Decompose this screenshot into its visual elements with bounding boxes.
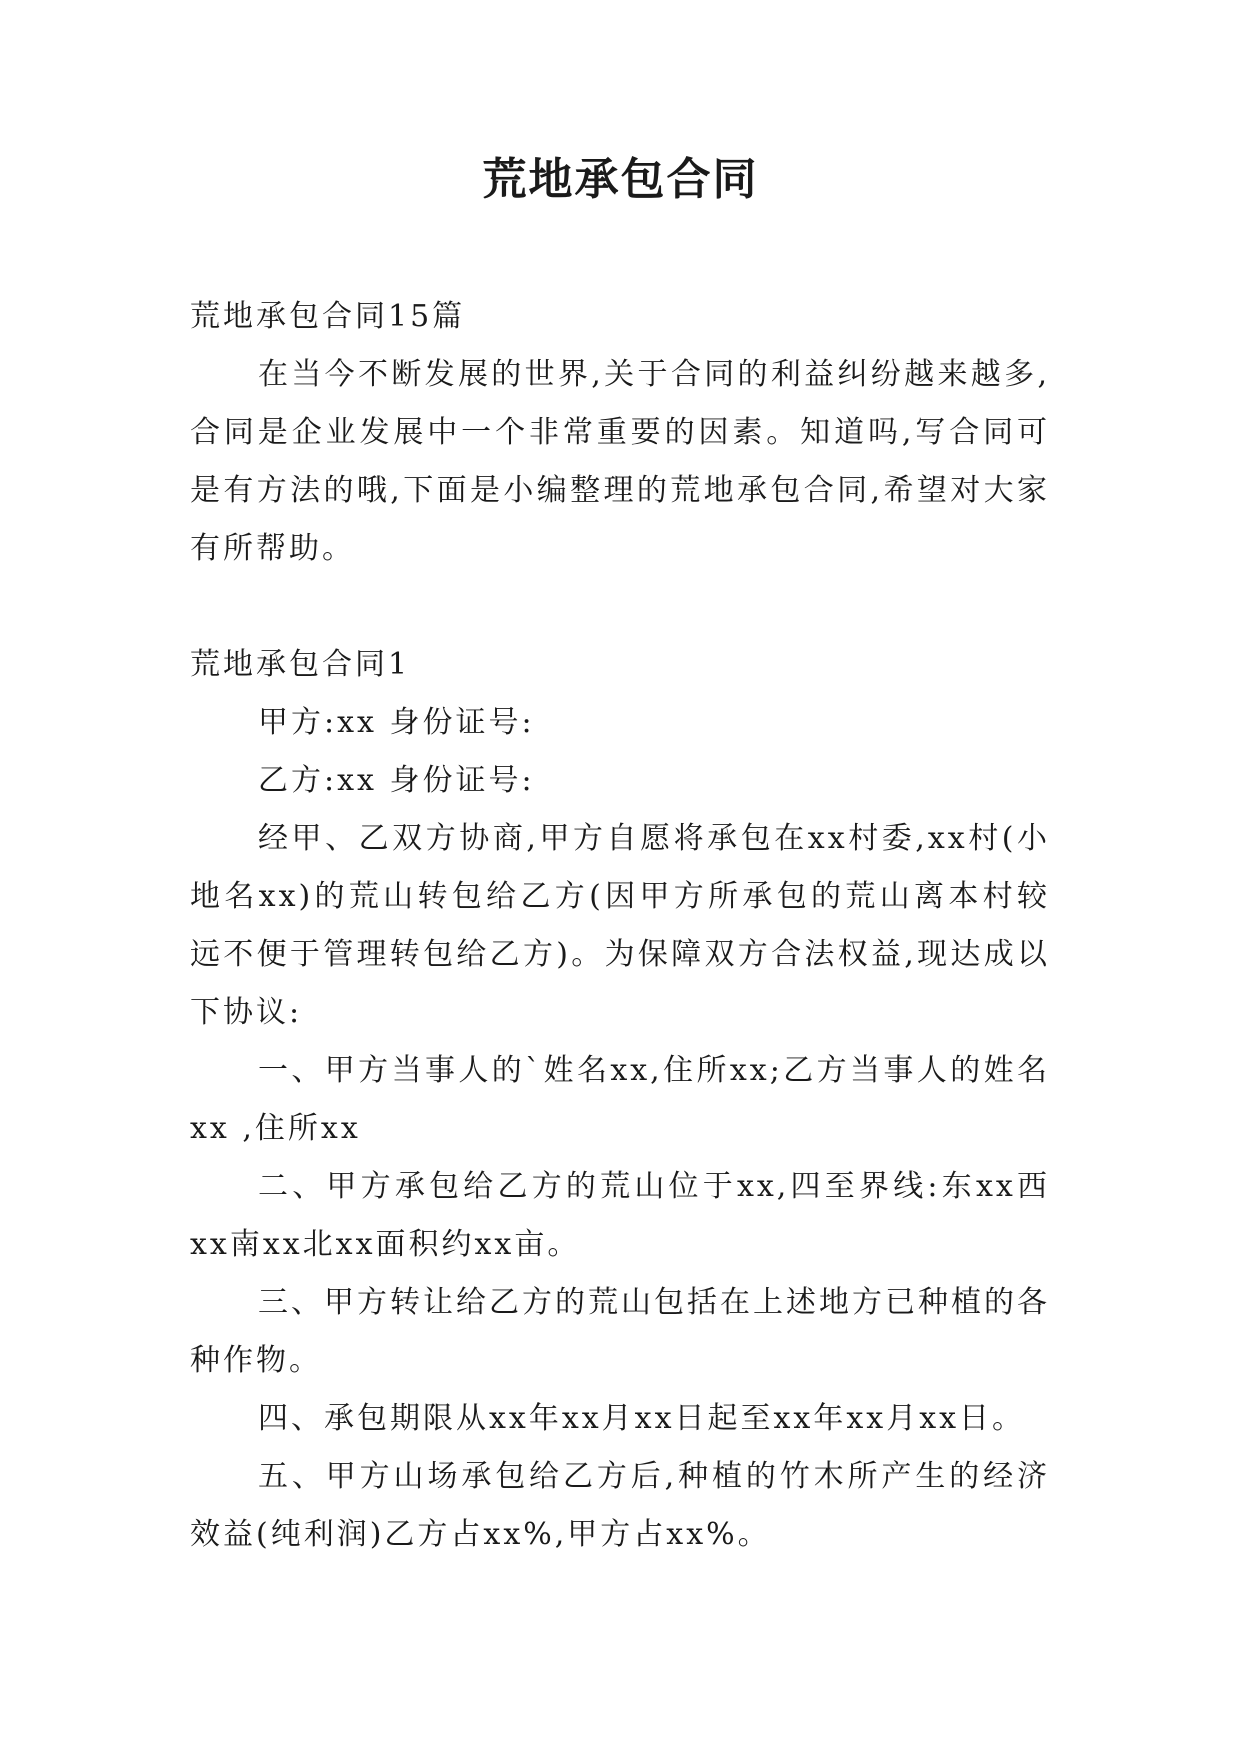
agreement-preamble: 经甲、乙双方协商,甲方自愿将承包在xx村委,xx村(小地名xx)的荒山转包给乙方(因甲方所承包的荒山离本村较远不便于管理转包给乙方)。为保障双方合法权益,现达成以下协议: — [190, 821, 1050, 1030]
party-a-line: 甲方:xx 身份证号: — [258, 705, 535, 740]
clause-4: 四、承包期限从xx年xx月xx日起至xx年xx月xx日。 — [258, 1401, 1026, 1436]
section-gap — [190, 578, 1050, 636]
party-b-line: 乙方:xx 身份证号: — [258, 763, 535, 798]
clause-5: 五、甲方山场承包给乙方后,种植的竹木所产生的经济效益(纯利润)乙方占xx%,甲方占xx%。 — [190, 1459, 1050, 1552]
clause-3: 三、甲方转让给乙方的荒山包括在上述地方已种植的各种作物。 — [190, 1285, 1050, 1378]
section-heading: 荒地承包合同1 — [190, 647, 411, 682]
document-body — [190, 288, 1050, 1564]
document-title: 荒地承包合同 — [482, 154, 759, 205]
document-subtitle: 荒地承包合同15篇 — [190, 299, 466, 334]
intro-paragraph: 在当今不断发展的世界,关于合同的利益纠纷越来越多,合同是企业发展中一个非常重要的因素。知道吗,写合同可是有方法的哦,下面是小编整理的荒地承包合同,希望对大家有所帮助。 — [190, 357, 1050, 566]
clause-2: 二、甲方承包给乙方的荒山位于xx,四至界线:东xx西xx南xx北xx面积约xx亩。 — [190, 1169, 1050, 1262]
clause-1: 一、甲方当事人的`姓名xx,住所xx;乙方当事人的姓名 xx ,住所xx — [190, 1053, 1050, 1146]
